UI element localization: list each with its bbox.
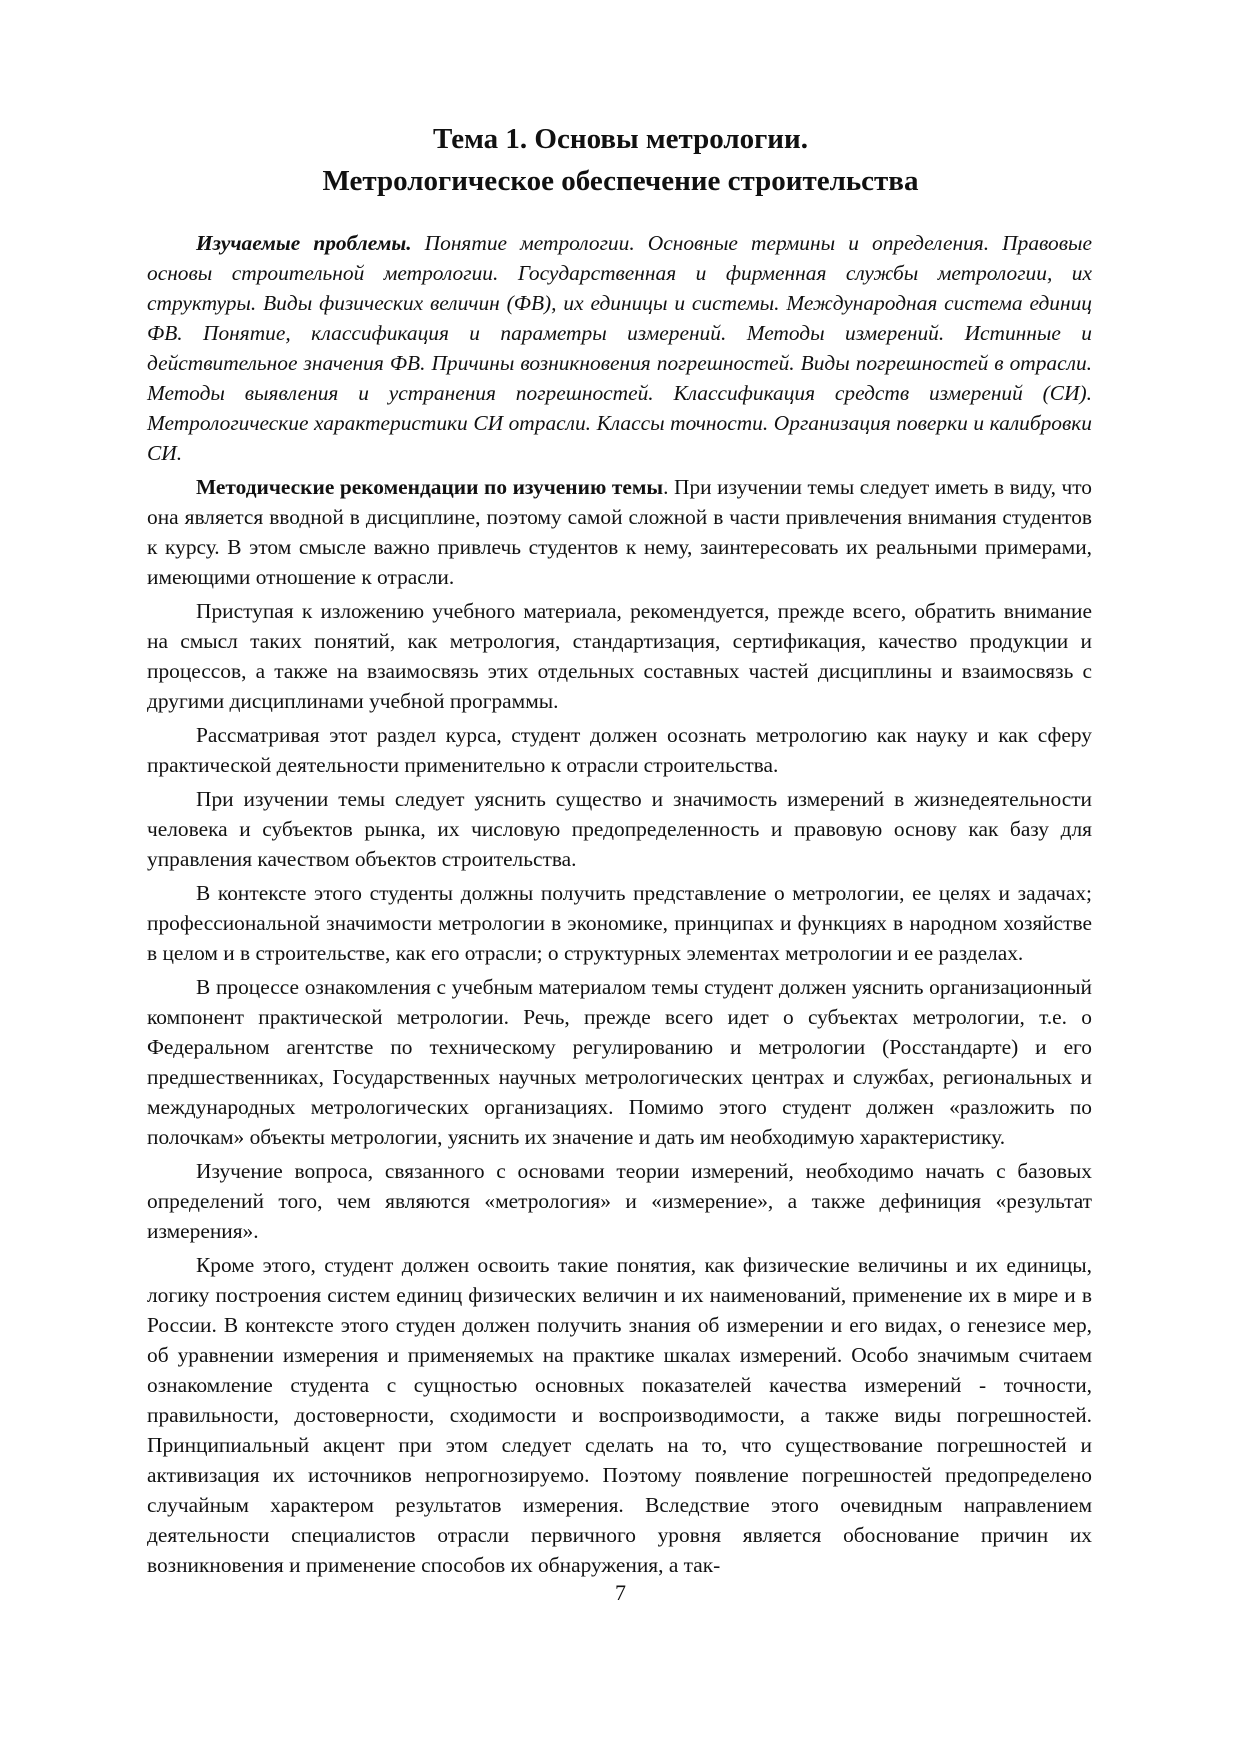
body-paragraph: Изучение вопроса, связанного с основами теории измерений, необходимо начать с базовых определений того, чем являются «метрология» и «измерение», а также дефиниция «результат измерения».: [147, 1159, 1092, 1243]
recommendations-paragraph: [147, 472, 1092, 592]
chapter-title: [150, 118, 1091, 202]
body-paragraph: В процессе ознакомления с учебным материалом темы студент должен уяснить организационный компонент практической метрологии. Речь, прежде всего идет о субъектах метрологии, т.е. о Федеральном агентстве по техническому регулированию и метрологии (Росстандарте) и его предшественниках, Государственных научных метрологических центрах и службах, региональных и международных метрологических организациях. Помимо этого студент должен «разложить по полочкам» объекты метрологии, уяснить их значение и дать им необходимую характеристику.: [147, 975, 1092, 1149]
body-paragraph: Рассматривая этот раздел курса, студент должен осознать метрологию как науку и как сферу практической деятельности применительно к отрасли строительства.: [147, 723, 1092, 777]
body-paragraph: При изучении темы следует уяснить существо и значимость измерений в жизнедеятельности человека и субъектов рынка, их числовую предопределенность и правовую основу как базу для управления качеством объектов строительства.: [147, 787, 1092, 871]
body-paragraph: Приступая к изложению учебного материала, рекомендуется, прежде всего, обратить внимание на смысл таких понятий, как метрология, стандартизация, сертификация, качество продукции и процессов, а также на взаимосвязь этих отдельных составных частей дисциплины и взаимосвязь с другими дисциплинами учебной программы.: [147, 599, 1092, 713]
studied-problems-text: Понятие метрологии. Основные термины и определения. Правовые основы строительной метрологии. Государственная и фирменная службы метрологии, их структуры. Виды физических величин (ФВ), их единицы и системы. Международная система единиц ФВ. Понятие, классификация и параметры измерений. Методы измерений. Истинные и действительное значения ФВ. Причины возникновения погрешностей. Виды погрешностей в отрасли. Методы выявления и устранения погрешностей. Классификация средств измерений (СИ). Метрологические характеристики СИ отрасли. Классы точности. Организация поверки и калибровки СИ.: [147, 231, 1092, 465]
recommendations-text: . При изучении темы следует иметь в виду, что она является вводной в дисциплине, поэтому самой сложной в части привлечения внимания студентов к курсу. В этом смысле важно привлечь студентов к нему, заинтересовать их реальными примерами, имеющими отношение к отрасли.: [147, 475, 1092, 589]
studied-problems-paragraph: [147, 228, 1092, 468]
body-paragraph: В контексте этого студенты должны получить представление о метрологии, ее целях и задачах; профессиональной значимости метрологии в экономике, принципах и функциях в народном хозяйстве в целом и в строительстве, как его отрасли; о структурных элементах метрологии и ее разделах.: [147, 881, 1092, 965]
page-number: 7: [615, 1580, 626, 1605]
body-paragraph: Кроме этого, студент должен освоить такие понятия, как физические величины и их единицы, логику построения систем единиц физических величин и их наименований, применение их в мире и в России. В контексте этого студен должен получить знания об измерении и его видах, о генезисе мер, об уравнении измерения и применяемых на практике шкалах измерений. Особо значимым считаем ознакомление студента с сущностью основных показателей качества измерений - точности, правильности, достоверности, сходимости и воспроизводимости, а также виды погрешностей. Принципиальный акцент при этом следует сделать на то, что существование погрешностей и активизация их источников непрогнозируемо. Поэтому появление погрешностей предопределено случайным характером результатов измерения. Вследствие этого очевидным направлением деятельности специалистов отрасли первичного уровня является обоснование причин их возникновения и применение способов их обнаружения, а так-: [147, 1253, 1092, 1577]
chapter-title-line-2: Метрологическое обеспечение строительства: [322, 165, 919, 197]
body-text: [147, 228, 1092, 1580]
recommendations-lead: Методические рекомендации по изучению темы: [196, 475, 664, 499]
chapter-title-line-1: Тема 1. Основы метрологии.: [433, 123, 808, 155]
studied-problems-lead: Изучаемые проблемы.: [196, 231, 412, 255]
